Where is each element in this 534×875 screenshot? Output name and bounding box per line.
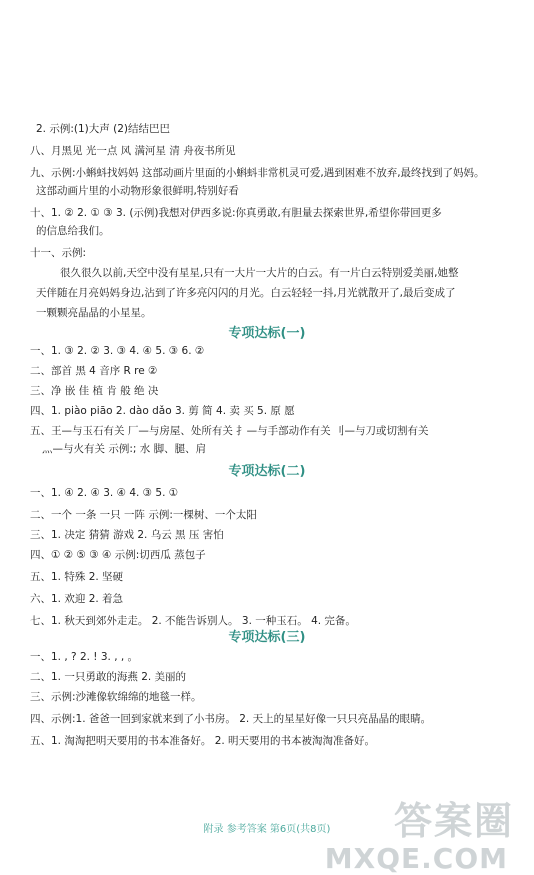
answer-line: 二、1. 一只勇敢的海燕 2. 美丽的	[30, 671, 187, 683]
answer-line: 的信息给我们。	[36, 225, 110, 237]
answer-line: 四、① ② ⑤ ③ ④ 示例:切西瓜 蒸包子	[30, 549, 206, 561]
watermark-url: MXQE.COM	[324, 842, 508, 875]
section-title: 专项达标(一)	[228, 326, 306, 341]
answer-line: 一颗颗亮晶晶的小星星。	[36, 307, 152, 319]
answer-line: 三、净 嵌 佳 植 肯 般 绝 决	[30, 385, 159, 397]
answer-line: 五、1. 特殊 2. 坚硬	[30, 571, 124, 583]
watermark-logo: 答案圈	[393, 799, 514, 843]
answer-line: 五、1. 淘淘把明天要用的书本准备好。 2. 明天要用的书本被淘淘准备好。	[30, 735, 376, 747]
answer-line: 三、1. 决定 猜猜 游戏 2. 乌云 黑 压 害怕	[30, 529, 224, 541]
answer-line: 二、一个 一条 一只 一阵 示例:一棵树、一个太阳	[30, 509, 257, 521]
answer-line: 三、示例:沙滩像软绵绵的地毯一样。	[30, 691, 202, 703]
answer-line: 六、1. 欢迎 2. 着急	[30, 593, 124, 605]
answer-line: 很久很久以前,天空中没有星星,只有一大片一大片的白云。有一片白云特别爱美丽,她整	[60, 267, 459, 279]
answer-line: 一、1. ③ 2. ② 3. ③ 4. ④ 5. ③ 6. ②	[30, 345, 205, 357]
answer-line: 十、1. ② 2. ① ③ 3. (示例)我想对伊西多说:你真勇敢,有胆量去探索世界,希望你带回更多	[30, 207, 442, 219]
answer-line: 一、1. ④ 2. ④ 3. ④ 4. ③ 5. ①	[30, 487, 179, 499]
answer-line: 四、1. piào piāo 2. dào dǎo 3. 剪 简 4. 卖 买 5. 原 愿	[30, 405, 295, 417]
section-title: 专项达标(三)	[228, 630, 306, 645]
answer-line: 天伴随在月亮妈妈身边,沾到了许多亮闪闪的月光。白云轻轻一抖,月光就散开了,最后变成了	[36, 287, 456, 299]
answer-line: 九、示例:小蝌蚪找妈妈 这部动画片里面的小蝌蚪非常机灵可爱,遇到困难不放弃,最终找到了妈妈。	[30, 167, 485, 179]
section-title: 专项达标(二)	[228, 464, 306, 479]
answer-line: 八、月黑见 光一点 风 满河星 清 舟夜书所见	[30, 145, 236, 157]
page-footer: 附录 参考答案 第6页(共8页)	[203, 824, 331, 835]
answer-line: 七、1. 秋天到郊外走走。 2. 不能告诉别人。 3. 一种玉石。 4. 完备。	[30, 615, 356, 627]
answer-line: 这部动画片里的小动物形象很鲜明,特别好看	[36, 185, 239, 197]
answer-line: 五、王—与玉石有关 厂—与房屋、处所有关 扌—与手部动作有关 刂—与刀或切割有关	[30, 425, 429, 437]
answer-line: 四、示例:1. 爸爸一回到家就来到了小书房。 2. 天上的星星好像一只只亮晶晶的眼睛。	[30, 713, 432, 725]
answer-line: 一、1. , ? 2. ! 3. , , 。	[30, 651, 139, 663]
answer-line: 2. 示例:(1)大声 (2)结结巴巴	[36, 123, 170, 135]
answer-line: 二、部首 黑 4 音序 R re ②	[30, 365, 158, 377]
answer-line: 灬—与火有关 示例:; 水 脚、腿、肩	[42, 443, 207, 455]
answer-line: 十一、示例:	[30, 247, 87, 259]
